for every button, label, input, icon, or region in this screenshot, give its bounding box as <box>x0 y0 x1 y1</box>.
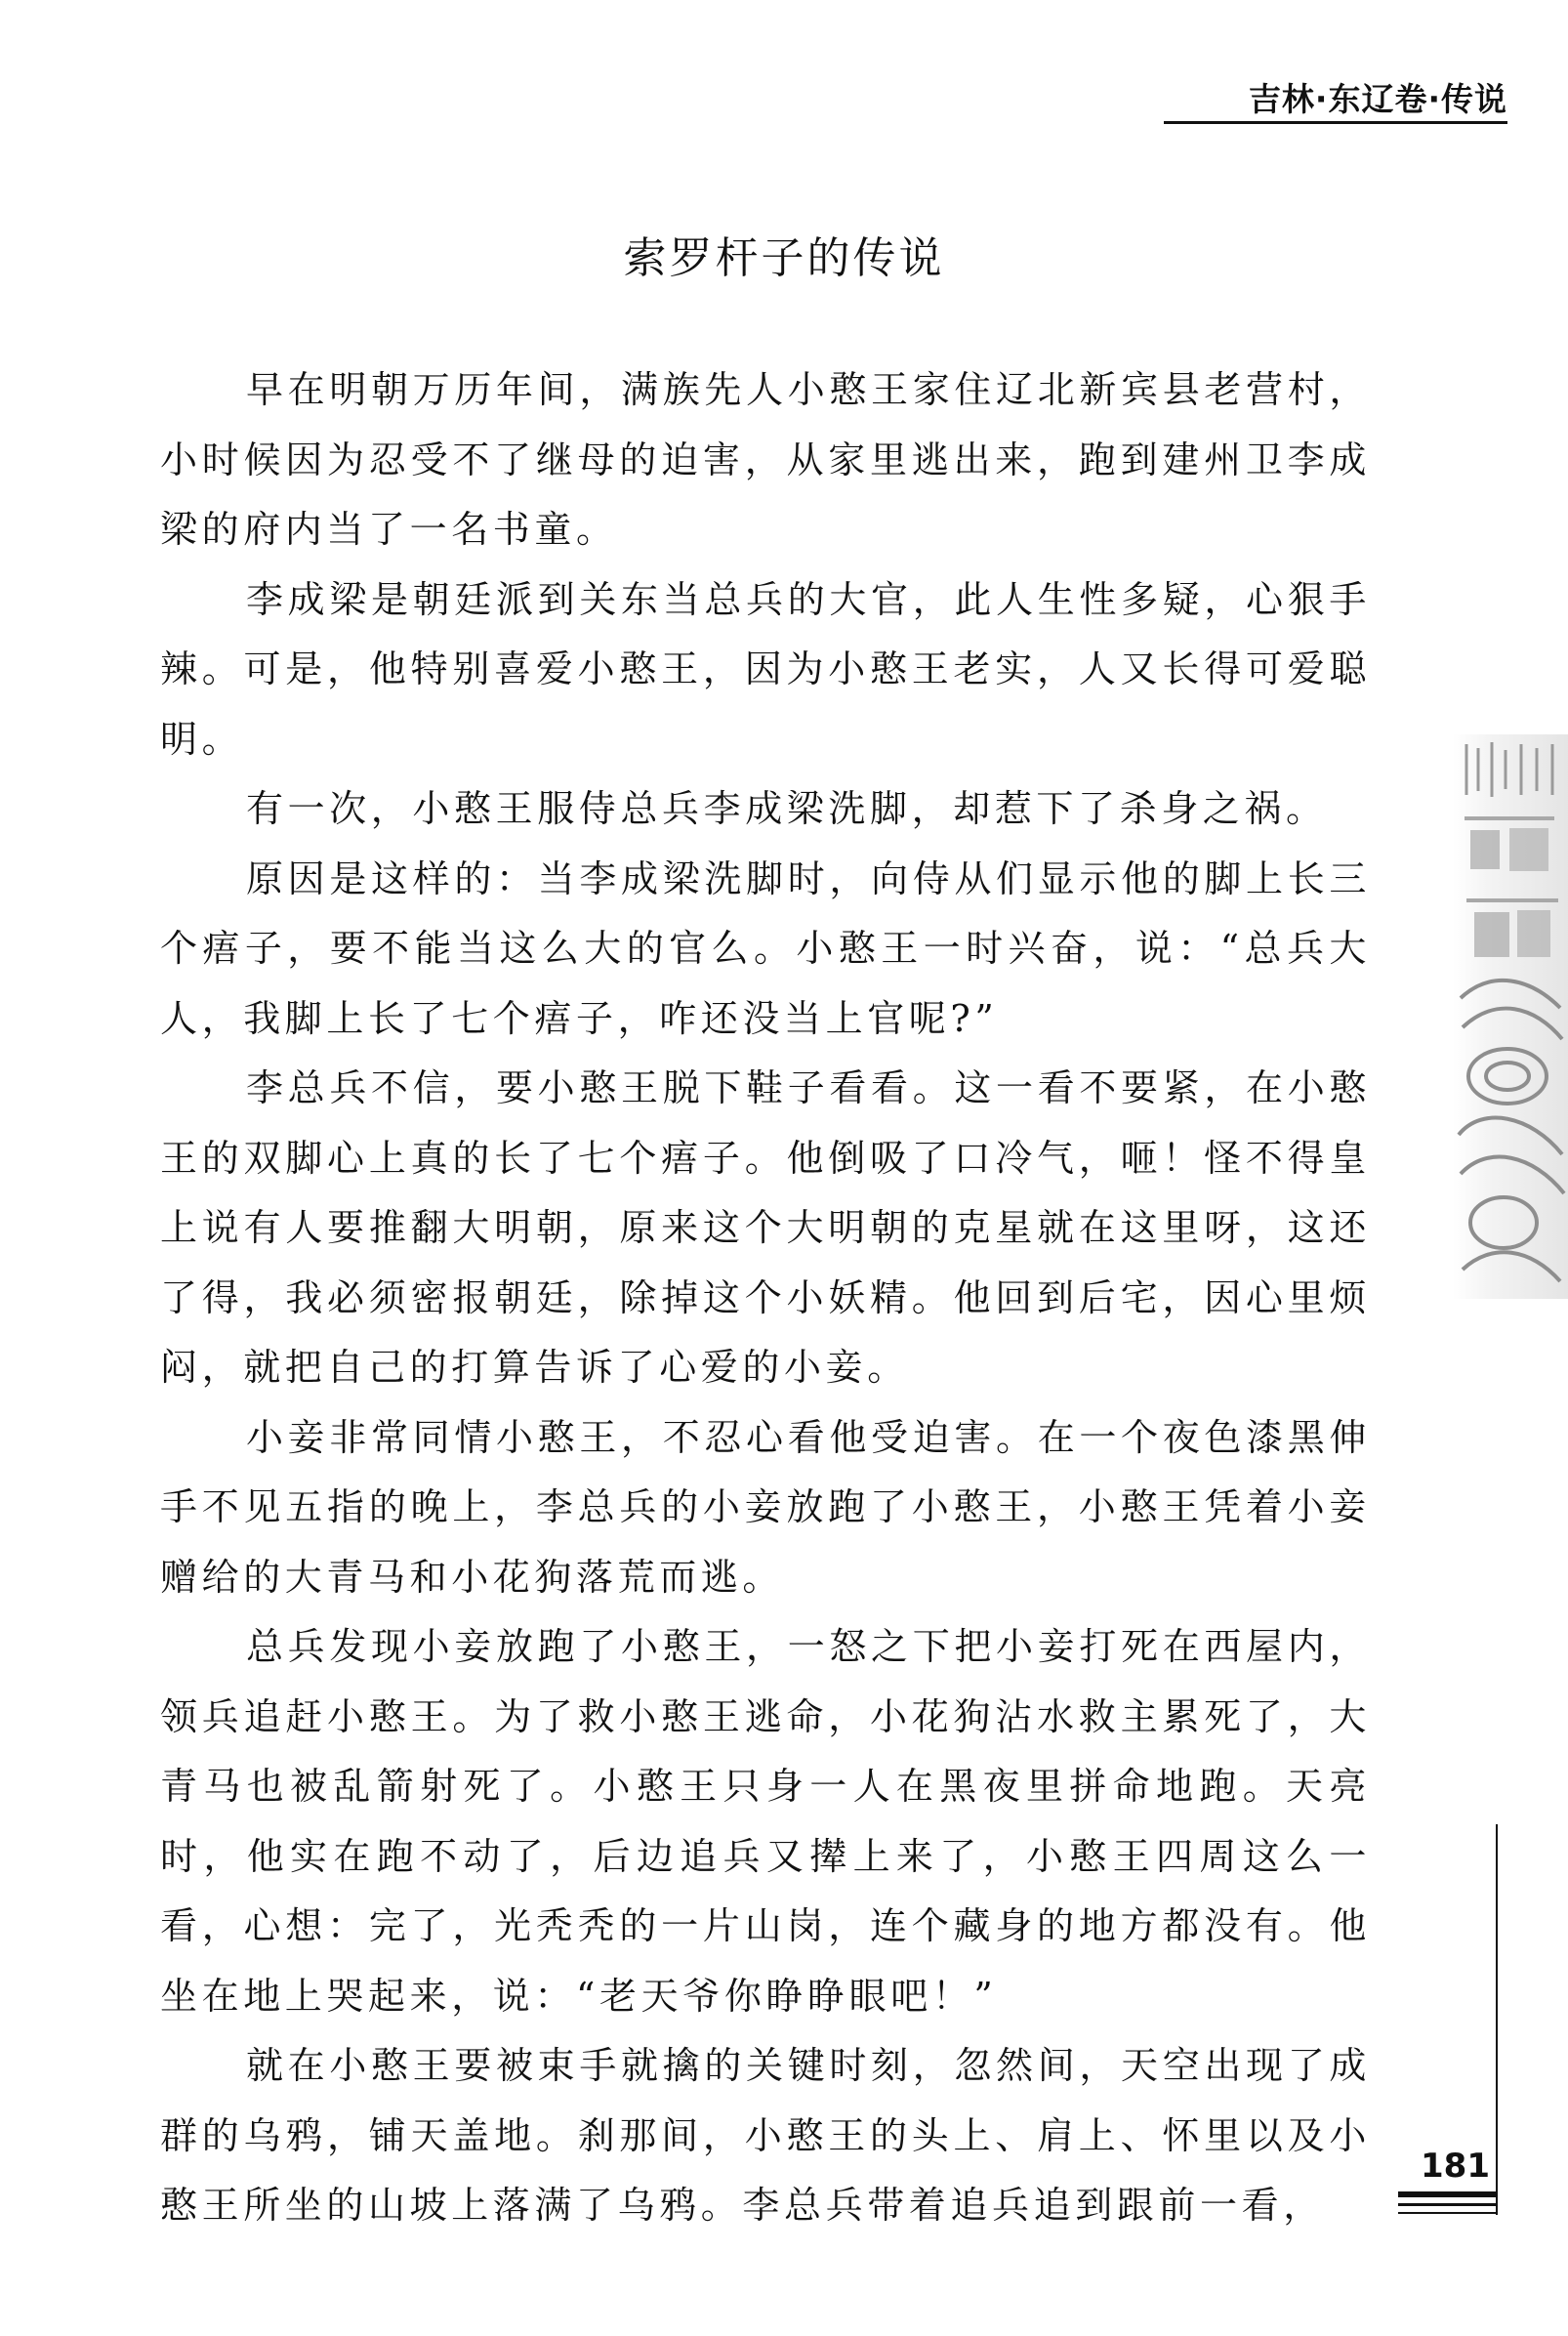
paragraph-2: 李成梁是朝廷派到关东当总兵的大官，此人生性多疑，心狠手辣。可是，他特别喜爱小憨王，因为小憨王老实，人又长得可爱聪明。 <box>160 577 1371 761</box>
running-header: 吉林·东辽卷·传说 <box>1248 80 1507 118</box>
page-number-rule <box>1398 2191 1496 2197</box>
page-number-rule <box>1398 2203 1496 2206</box>
header-rule <box>1164 121 1507 124</box>
margin-rule <box>1496 1824 1498 2215</box>
side-decoration-image <box>1453 734 1568 1299</box>
paragraph-3: 有一次，小憨王服侍总兵李成梁洗脚，却惹下了杀身之祸。 <box>246 787 1328 830</box>
article-title: 索罗杆子的传说 <box>623 233 945 283</box>
page-number: 181 <box>1421 2147 1490 2186</box>
page-number-rule <box>1398 2212 1496 2214</box>
paragraph-1: 早在明朝万历年间，满族先人小憨王家住辽北新宾县老营村，小时候因为忍受不了继母的迫害，从家里逃出来，跑到建州卫李成梁的府内当了一名书童。 <box>160 368 1371 551</box>
paragraph-5: 李总兵不信，要小憨王脱下鞋子看看。这一看不要紧，在小憨王的双脚心上真的长了七个痦子。他倒吸了口冷气，咂！怪不得皇上说有人要推翻大明朝，原来这个大明朝的克星就在这里呀，这还了得，我必须密报朝廷，除掉这个小妖精。他回到后宅，因心里烦闷，就把自己的打算告诉了心爱的小妾。 <box>160 1066 1371 1389</box>
article-body <box>160 355 1371 2241</box>
paragraph-6: 小妾非常同情小憨王，不忍心看他受迫害。在一个夜色漆黑伸手不见五指的晚上，李总兵的小妾放跑了小憨王，小憨王凭着小妾赠给的大青马和小花狗落荒而逃。 <box>160 1415 1371 1599</box>
paragraph-7: 总兵发现小妾放跑了小憨王，一怒之下把小妾打死在西屋内，领兵追赶小憨王。为了救小憨王逃命，小花狗沾水救主累死了，大青马也被乱箭射死了。小憨王只身一人在黑夜里拼命地跑。天亮时，他实在跑不动了，后边追兵又撵上来了，小憨王四周这么一看，心想：完了，光秃秃的一片山岗，连个藏身的地方都没有。他坐在地上哭起来，说：“老天爷你睁睁眼吧！” <box>160 1625 1371 2018</box>
paragraph-8: 就在小憨王要被束手就擒的关键时刻，忽然间，天空出现了成群的乌鸦，铺天盖地。刹那间，小憨王的头上、肩上、怀里以及小憨王所坐的山坡上落满了乌鸦。李总兵带着追兵追到跟前一看， <box>160 2044 1371 2227</box>
paragraph-4: 原因是这样的：当李成梁洗脚时，向侍从们显示他的脚上长三个痦子，要不能当这么大的官么。小憨王一时兴奋，说：“总兵大人，我脚上长了七个痦子，咋还没当上官呢?” <box>160 856 1371 1040</box>
